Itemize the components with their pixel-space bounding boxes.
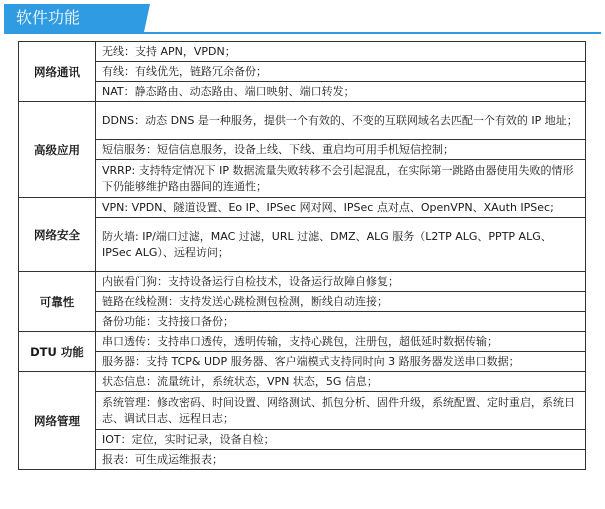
table-row	[19, 372, 586, 392]
table-row	[19, 82, 586, 102]
feature-item: 无线：支持 APN，VPDN；	[96, 42, 586, 62]
table-row	[19, 450, 586, 470]
table-row	[19, 140, 586, 160]
category-cell: 网络管理	[19, 372, 96, 470]
feature-item: VRRP: 支持特定情况下 IP 数据流量失败转移不会引起混乱，在实际第一跳路由器使用失败的情形下仍能够维护路由器间的连通性；	[96, 160, 586, 198]
feature-item: NAT：静态路由、动态路由、端口映射、端口转发；	[96, 82, 586, 102]
table-row	[19, 332, 586, 352]
table-row	[19, 312, 586, 332]
feature-item: 串口透传：支持串口透传，透明传输，支持心跳包，注册包，超低延时数据传输；	[96, 332, 586, 352]
feature-item: 报表：可生成运维报表；	[96, 450, 586, 470]
feature-item: 内嵌看门狗：支持设备运行自检技术，设备运行故障自修复；	[96, 272, 586, 292]
table-row	[19, 392, 586, 430]
table-row	[19, 160, 586, 198]
feature-item: 服务器：支持 TCP& UDP 服务器、客户端模式支持同时向 3 路服务器发送串口数据；	[96, 352, 586, 372]
section-divider	[4, 32, 601, 34]
feature-item: 系统管理：修改密码、时间设置、网络测试、抓包分析、固件升级，系统配置、定时重启，系统日志、调试日志、远程日志；	[96, 392, 586, 430]
feature-item: 有线：有线优先，链路冗余备份；	[96, 62, 586, 82]
table-row	[19, 272, 586, 292]
table-row	[19, 352, 586, 372]
table-row	[19, 292, 586, 312]
category-cell: 高级应用	[19, 102, 96, 198]
table-row	[19, 62, 586, 82]
feature-item: 防火墙: IP/端口过滤，MAC 过滤，URL 过滤、DMZ、ALG 服务（L2TP ALG、PPTP ALG、IPSec ALG）、远程访问；	[96, 218, 586, 272]
section-title: 软件功能	[16, 8, 81, 27]
category-cell: DTU 功能	[19, 332, 96, 372]
category-cell: 网络通讯	[19, 42, 96, 102]
table-row	[19, 42, 586, 62]
table-row	[19, 430, 586, 450]
feature-table	[18, 41, 586, 470]
category-cell: 网络安全	[19, 198, 96, 272]
feature-item: 备份功能：支持接口备份；	[96, 312, 586, 332]
table-row	[19, 198, 586, 218]
feature-item: IOT：定位，实时记录，设备自检；	[96, 430, 586, 450]
feature-item: 状态信息：流量统计，系统状态，VPN 状态，5G 信息；	[96, 372, 586, 392]
category-cell: 可靠性	[19, 272, 96, 332]
feature-item: VPN: VPDN、隧道设置、Eo IP、IPSec 网对网、IPSec 点对点、OpenVPN、XAuth IPSec;	[96, 198, 586, 218]
table-row	[19, 218, 586, 272]
feature-item: DDNS：动态 DNS 是一种服务，提供一个有效的、不变的互联网域名去匹配一个有效的 IP 地址；	[96, 102, 586, 140]
section-header	[4, 4, 601, 34]
feature-item: 短信服务：短信信息服务，设备上线、下线、重启均可用手机短信控制；	[96, 140, 586, 160]
table-row	[19, 102, 586, 140]
feature-item: 链路在线检测：支持发送心跳检测包检测，断线自动连接；	[96, 292, 586, 312]
